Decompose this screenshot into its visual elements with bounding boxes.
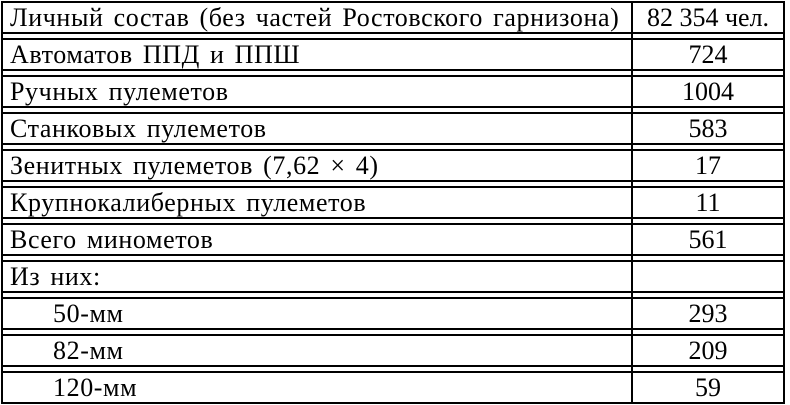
row-label: Автоматов ППД и ППШ (10, 40, 301, 69)
table-right-border (783, 1, 785, 404)
row-value: 17 (695, 151, 721, 180)
row-label: 120-мм (53, 373, 138, 402)
table-row (1, 149, 785, 182)
row-label: Всего минометов (10, 225, 214, 254)
table-row (1, 223, 785, 256)
row-value: 59 (695, 373, 721, 402)
row-value: 583 (688, 114, 728, 143)
table-row (1, 1, 785, 34)
row-label: Из них: (10, 262, 101, 291)
table-row (1, 75, 785, 108)
table-row (1, 334, 785, 367)
row-label: Ручных пулеметов (10, 77, 229, 106)
row-label: Крупнокалиберных пулеметов (10, 188, 367, 217)
row-value: 11 (695, 188, 721, 217)
row-value: 209 (688, 336, 728, 365)
table-row (1, 186, 785, 219)
row-value: 1004 (682, 77, 734, 106)
table-row (1, 112, 785, 145)
row-label: Зенитных пулеметов (7,62 × 4) (10, 151, 379, 180)
row-label: Станковых пулеметов (10, 114, 267, 143)
table-rows (1, 1, 785, 404)
row-value: 82 354 чел. (646, 3, 770, 32)
row-value: 293 (688, 299, 728, 328)
table-left-border (1, 1, 3, 404)
row-value: 561 (688, 225, 728, 254)
table-row (1, 297, 785, 330)
armament-strength-table (1, 1, 785, 404)
row-label: 82-мм (53, 336, 124, 365)
row-label: 50-мм (53, 299, 124, 328)
row-value: 724 (688, 40, 728, 69)
table-row (1, 260, 785, 293)
table-row (1, 371, 785, 404)
table-row (1, 38, 785, 71)
row-label: Личный состав (без частей Ростовского гарнизона) (10, 3, 620, 32)
table-column-divider (631, 1, 633, 404)
